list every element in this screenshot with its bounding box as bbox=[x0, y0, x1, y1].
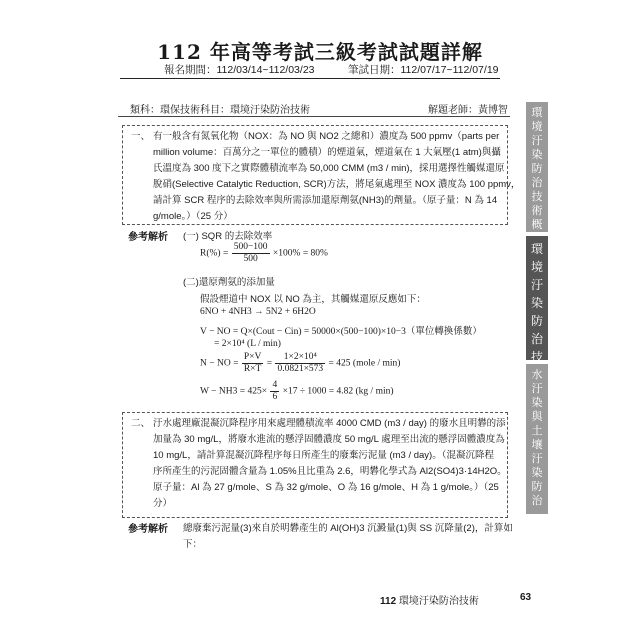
question-line: 10 mg/L，請計算混凝沉降程序每日所產生的廢棄污泥量 (m3 / day)。（混凝沉降程 bbox=[153, 450, 494, 461]
fraction bbox=[270, 380, 279, 403]
fraction-denominator: 0.0821×573 bbox=[277, 364, 324, 374]
question-line: 脫硝(Selective Catalytic Reduction, SCR)方法，將尾氣處理至 NOX 濃度為 100 ppmv， bbox=[153, 179, 521, 190]
removal-efficiency-formula bbox=[200, 242, 328, 265]
formula-text: ×100% = 80% bbox=[272, 248, 328, 259]
tab-char: 染 bbox=[531, 467, 543, 479]
fraction-denominator: 6 bbox=[272, 392, 278, 402]
tab-char: 環 bbox=[530, 242, 543, 256]
formula-text: N − NO = bbox=[200, 358, 239, 369]
solution-2-line: 下： bbox=[183, 539, 203, 550]
side-tab-overview[interactable] bbox=[526, 102, 548, 232]
answer-label: 參考解析 bbox=[128, 524, 168, 535]
fraction-numerator: P×V bbox=[243, 352, 262, 362]
tab-char: 染 bbox=[531, 149, 543, 161]
question-1-text bbox=[153, 129, 521, 225]
question-line: g/mole。）（25 分） bbox=[153, 211, 233, 222]
fraction bbox=[232, 242, 270, 265]
tab-char: 防 bbox=[531, 481, 543, 493]
page-footer bbox=[380, 592, 532, 607]
teacher: 解題老師：黃博智 bbox=[428, 105, 508, 116]
side-tab-pollution-control[interactable] bbox=[526, 236, 548, 364]
exam-dates-line bbox=[120, 60, 500, 79]
question-number: 一、 bbox=[131, 131, 151, 142]
tab-char: 壤 bbox=[531, 439, 543, 451]
question-line: 加量為 30 mg/L，將廢水進流的懸浮固體濃度 50 mg/L 處理至出流的懸浮固體濃度為 bbox=[153, 434, 505, 445]
question-line: million volume：百萬分之一單位的體積）的煙道氣，煙道氣在 1 大氣壓(1 atm)與攝 bbox=[153, 147, 501, 158]
tab-char: 與 bbox=[531, 411, 543, 423]
moles-no-formula bbox=[200, 352, 400, 375]
tab-label bbox=[526, 102, 548, 232]
question-2-text bbox=[153, 416, 507, 512]
question-line: 汙水處理廠混凝沉降程序用來處理體積流率 4000 CMD (m3 / day) 的廢水且明礬的添 bbox=[153, 418, 506, 429]
tab-char: 技 bbox=[531, 191, 543, 203]
tab-char: 治 bbox=[531, 177, 543, 189]
tab-char: 防 bbox=[531, 163, 543, 175]
fraction-denominator: R×T bbox=[243, 364, 262, 374]
question-2-box bbox=[122, 412, 508, 518]
tab-char: 土 bbox=[531, 425, 543, 437]
tab-char: 防 bbox=[530, 314, 543, 328]
exam-date: 筆試日期：112/07/17~112/07/19 bbox=[348, 64, 499, 76]
question-line: 序所產生的污泥固體含量為 1.05%且比重為 2.6，明礬化學式為 Al2(SO4)3·14H2O。 bbox=[153, 466, 507, 477]
tab-char: 汙 bbox=[530, 278, 543, 292]
solution-part-1-title: (一) SQR 的去除效率 bbox=[183, 231, 273, 242]
fraction-numerator: 500−100 bbox=[233, 242, 268, 252]
tab-char: 概 bbox=[531, 219, 543, 231]
fraction-numerator: 1×2×10⁴ bbox=[275, 352, 325, 364]
subject: 科目：環境汙染防治技術 bbox=[200, 105, 310, 116]
fraction bbox=[242, 352, 264, 375]
tab-char: 汙 bbox=[531, 383, 543, 395]
reaction-equation: 6NO + 4NH3 → 5N2 + 6H2O bbox=[200, 307, 316, 317]
exam-meta bbox=[118, 100, 510, 117]
tab-char: 汙 bbox=[531, 453, 543, 465]
question-line: 分） bbox=[153, 498, 173, 509]
question-line: 原子量：Al 為 27 g/mole、S 為 32 g/mole、O 為 16 g/mole、H 為 1 g/mole。）（25 bbox=[153, 482, 499, 493]
assumption-text: 假設煙道中 NOX 以 NO 為主，其觸媒還原反應如下： bbox=[200, 294, 426, 305]
tab-char: 水 bbox=[531, 369, 543, 381]
fraction bbox=[275, 352, 325, 375]
question-line: 請計算 SCR 程序的去除效率與所需添加還原劑氨(NH3)的劑量。（原子量：N 為 14 bbox=[153, 195, 498, 206]
page-title: 112 年高等考試三級考試試題詳解 bbox=[157, 40, 483, 64]
category: 類科：環保技術 bbox=[130, 105, 200, 116]
tab-char: 術 bbox=[531, 205, 543, 217]
formula-text: W − NH3 = 425× bbox=[200, 386, 268, 397]
question-number: 二、 bbox=[131, 418, 151, 429]
tab-char: 境 bbox=[530, 260, 543, 274]
weight-nh3-formula bbox=[200, 380, 394, 403]
fraction-numerator: 4 bbox=[272, 380, 278, 390]
tab-char: 環 bbox=[531, 107, 543, 119]
question-1-box bbox=[122, 125, 521, 225]
side-tab-water-soil[interactable] bbox=[526, 364, 548, 514]
registration-period: 報名期間：112/03/14~112/03/23 bbox=[164, 64, 315, 76]
footer-subject: 環境汙染防治技術 bbox=[398, 596, 479, 607]
tab-char: 汙 bbox=[531, 135, 543, 147]
tab-char: 治 bbox=[531, 495, 543, 507]
solution-2-line: 總廢棄污泥量(3)來自於明礬產生的 Al(OH)3 沉澱量(1)與 SS 沉降量(2)，計算如 bbox=[183, 523, 513, 534]
fraction-denominator: 500 bbox=[243, 254, 258, 264]
tab-label bbox=[526, 236, 548, 366]
footer-year: 112 bbox=[380, 596, 397, 607]
solution-part-2-title: (二)還原劑氨的添加量 bbox=[183, 277, 275, 288]
tab-label bbox=[526, 364, 548, 508]
formula-text: = 425 (mole / min) bbox=[328, 358, 401, 369]
answer-label: 參考解析 bbox=[128, 232, 168, 243]
question-line: 氏溫度為 300 度下之實際體積流率為 50,000 CMM (m3 / min)，採用選擇性觸媒還原 bbox=[153, 163, 505, 174]
tab-char: 治 bbox=[530, 332, 543, 346]
tab-char: 境 bbox=[531, 121, 543, 133]
formula-text: ×17 ÷ 1000 = 4.82 (kg / min) bbox=[282, 386, 394, 397]
volume-no-result: = 2×10⁴ (L / min) bbox=[214, 339, 281, 349]
tab-char: 染 bbox=[531, 397, 543, 409]
formula-text: = bbox=[266, 358, 273, 369]
formula-text: R(%) = bbox=[200, 248, 229, 259]
question-line: 有一般含有氮氧化物（NOX：為 NO 與 NO2 之總和）濃度為 500 ppmv（parts per bbox=[153, 131, 500, 142]
tab-char: 技 bbox=[530, 350, 543, 364]
page-number: 63 bbox=[520, 592, 532, 603]
tab-char: 染 bbox=[530, 296, 543, 310]
volume-no-formula: V − NO = Q×(Cout − Cin) = 50000×(500−100)×10−3（單位轉換係數） bbox=[200, 327, 482, 337]
